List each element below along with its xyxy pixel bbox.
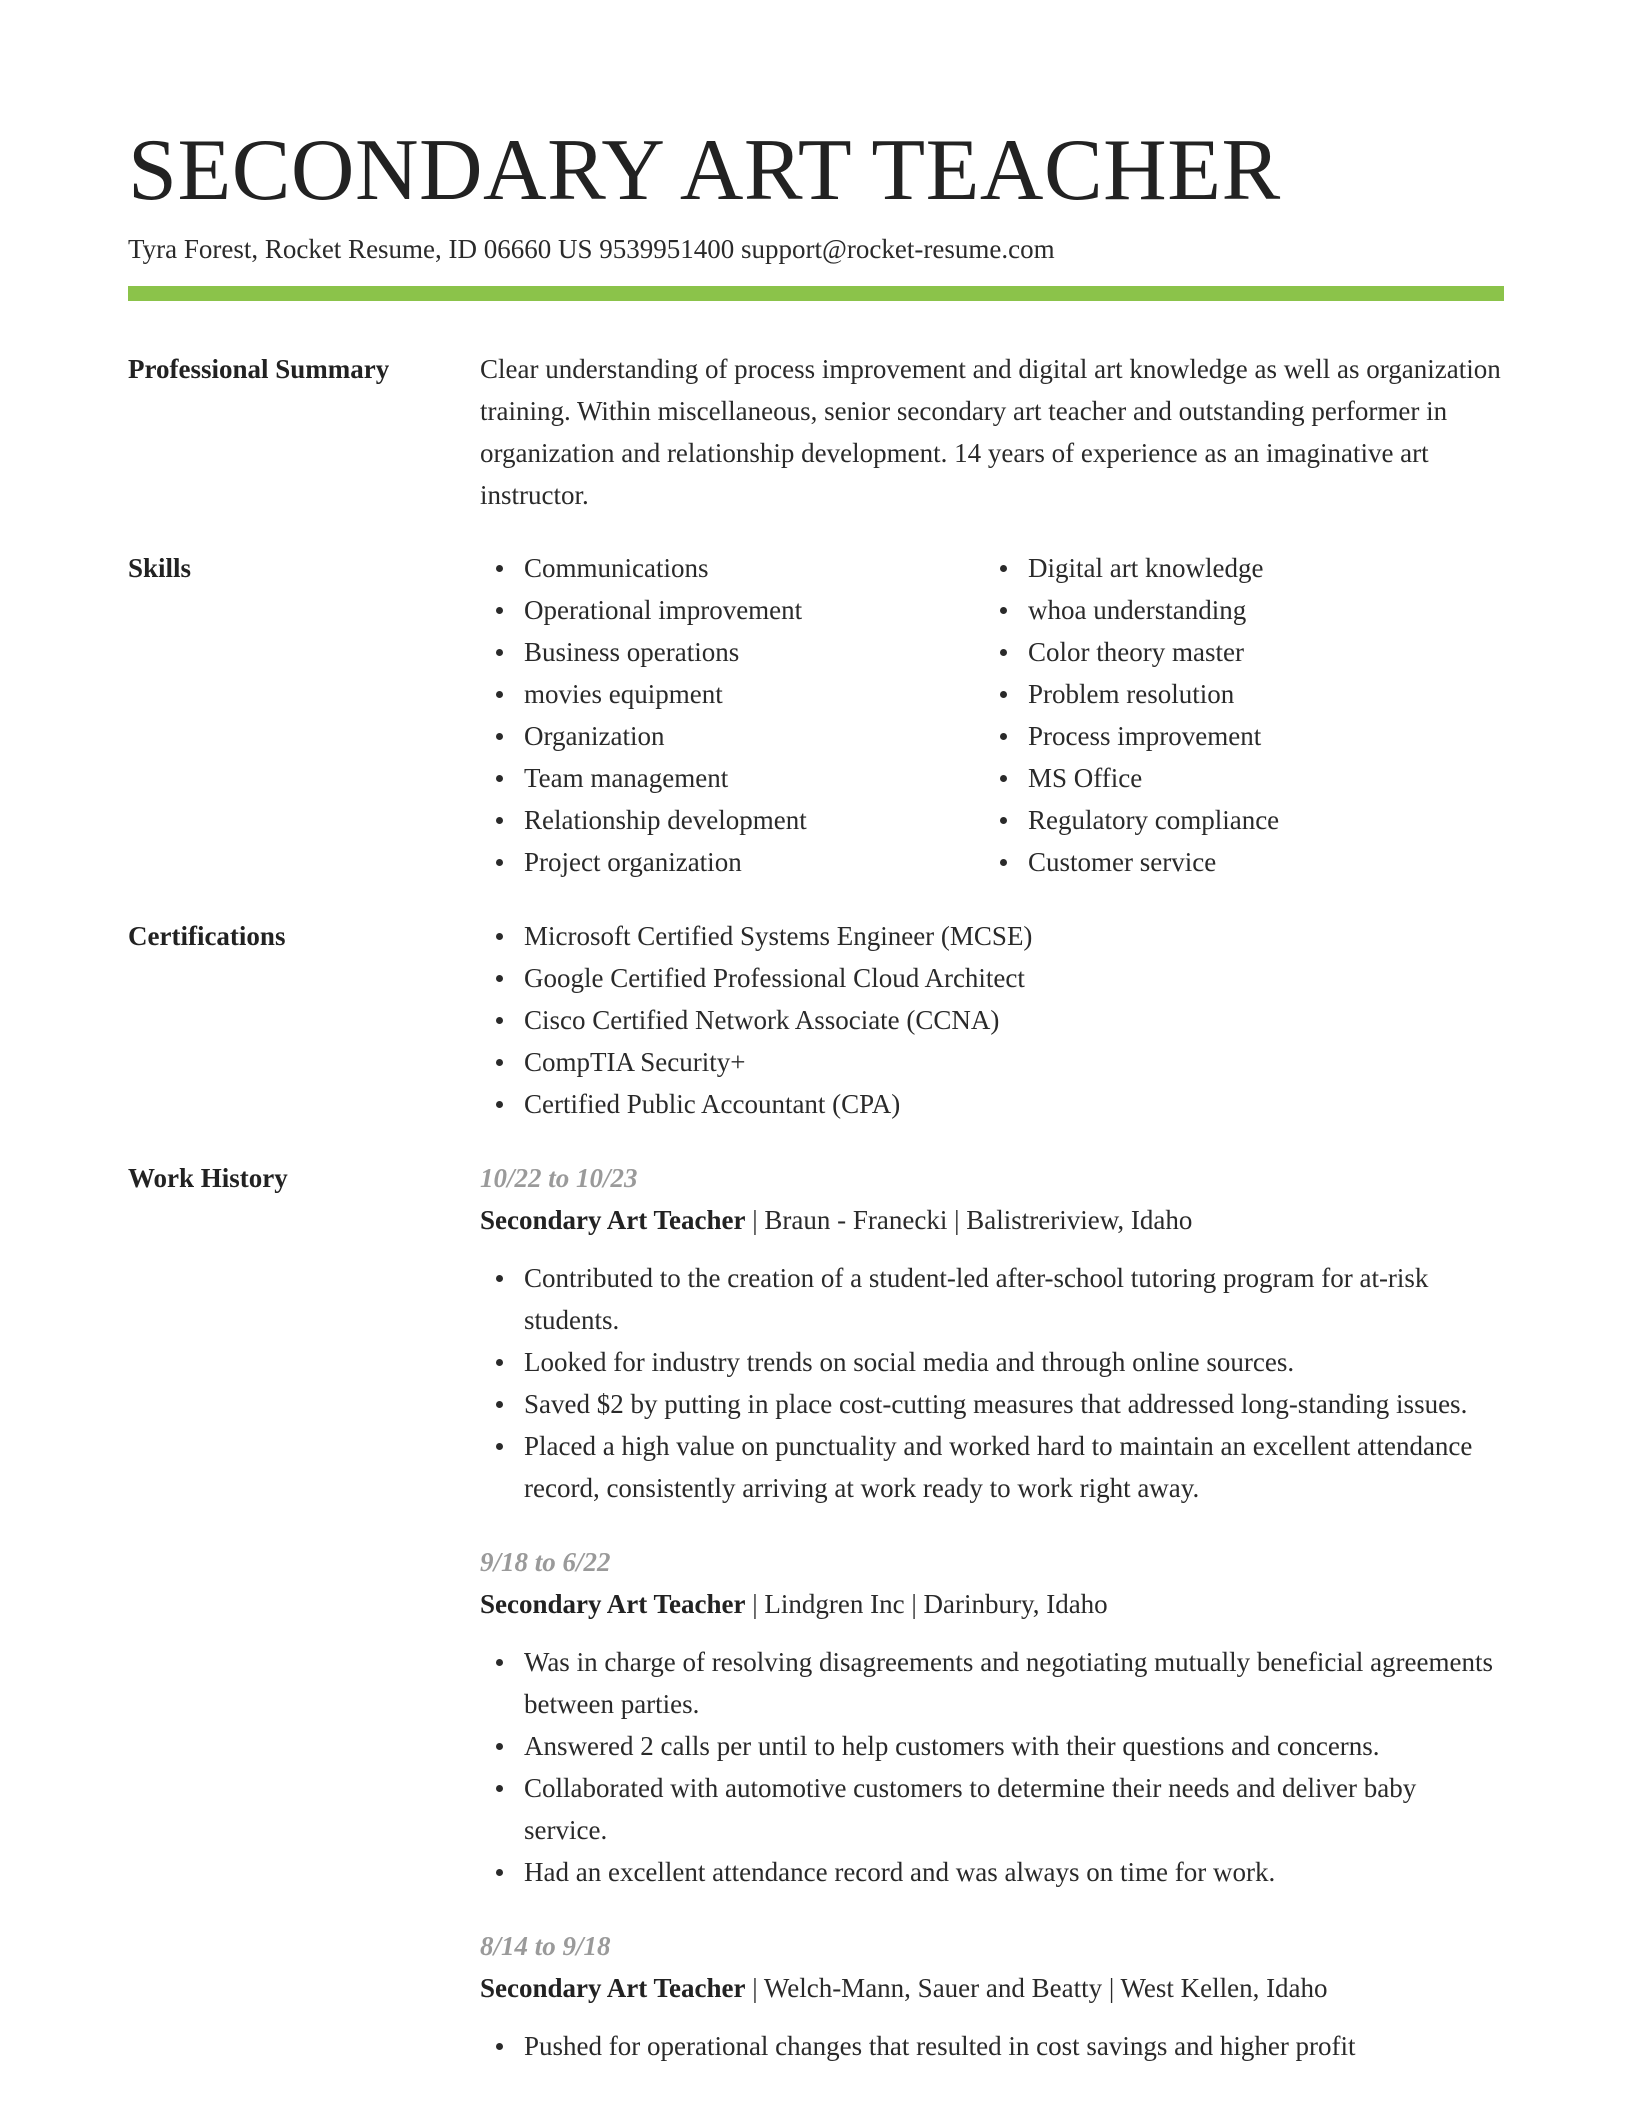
skill-item: Communications <box>480 547 984 589</box>
skill-item: Regulatory compliance <box>984 799 1488 841</box>
certification-item: Microsoft Certified Systems Engineer (MCSE) <box>480 915 1504 957</box>
skill-item: Color theory master <box>984 631 1488 673</box>
skill-item: Operational improvement <box>480 589 984 631</box>
job-title: Secondary Art Teacher <box>480 1589 746 1619</box>
skills-heading: Skills <box>128 553 192 583</box>
skill-item: MS Office <box>984 757 1488 799</box>
job-bullet: Pushed for operational changes that resulted in cost savings and higher profit <box>480 2025 1504 2067</box>
certifications-list <box>480 915 1504 1125</box>
skill-item: Digital art knowledge <box>984 547 1488 589</box>
certification-item: CompTIA Security+ <box>480 1041 1504 1083</box>
certification-item: Cisco Certified Network Associate (CCNA) <box>480 999 1504 1041</box>
skill-item: Project organization <box>480 841 984 883</box>
job-heading <box>480 1583 1504 1625</box>
skill-item: Process improvement <box>984 715 1488 757</box>
skills-body <box>480 547 1504 883</box>
resume-title: SECONDARY ART TEACHER <box>128 122 1281 219</box>
job-dates: 8/14 to 9/18 <box>480 1931 611 1961</box>
job-bullets <box>480 1257 1504 1509</box>
certifications-body <box>480 915 1504 1125</box>
skill-item: Business operations <box>480 631 984 673</box>
skill-item: whoa understanding <box>984 589 1488 631</box>
skill-item: Relationship development <box>480 799 984 841</box>
job-bullets <box>480 1641 1504 1893</box>
job-bullet: Answered 2 calls per until to help customers with their questions and concerns. <box>480 1725 1504 1767</box>
job-dates: 9/18 to 6/22 <box>480 1547 611 1577</box>
certification-item: Google Certified Professional Cloud Architect <box>480 957 1504 999</box>
accent-divider <box>128 286 1504 301</box>
summary-text: Clear understanding of process improvement and digital art knowledge as well as organization training. Within miscellaneous, senior secondary art teacher and outstanding performer in organization and relationship development. 14 years of experience as an imaginative art instructor. <box>480 354 1501 510</box>
skill-item: Organization <box>480 715 984 757</box>
work-history-heading: Work History <box>128 1163 288 1193</box>
job-details: | Braun - Franecki | Balistreriview, Idaho <box>745 1205 1193 1235</box>
job-bullets <box>480 2025 1504 2067</box>
summary-heading: Professional Summary <box>128 354 390 384</box>
job-title: Secondary Art Teacher <box>480 1205 746 1235</box>
skill-item: Customer service <box>984 841 1488 883</box>
certification-item: Certified Public Accountant (CPA) <box>480 1083 1504 1125</box>
job-heading <box>480 1967 1504 2009</box>
job-bullet: Was in charge of resolving disagreements and negotiating mutually beneficial agreements between parties. <box>480 1641 1504 1725</box>
job-bullet: Contributed to the creation of a student-led after-school tutoring program for at-risk students. <box>480 1257 1504 1341</box>
skill-item: movies equipment <box>480 673 984 715</box>
skill-item: Problem resolution <box>984 673 1488 715</box>
job-bullet: Placed a high value on punctuality and worked hard to maintain an excellent attendance record, consistently arriving at work ready to work right away. <box>480 1425 1504 1509</box>
summary-body <box>480 348 1504 516</box>
skills-column-2 <box>984 547 1488 883</box>
job-entry <box>480 1157 1504 1509</box>
skills-column-1 <box>480 547 984 883</box>
contact-line: Tyra Forest, Rocket Resume, ID 06660 US 9539951400 support@rocket-resume.com <box>128 234 1055 264</box>
certifications-heading: Certifications <box>128 921 286 951</box>
job-bullet: Saved $2 by putting in place cost-cutting measures that addressed long-standing issues. <box>480 1383 1504 1425</box>
work-history-body <box>480 1157 1504 2067</box>
job-title: Secondary Art Teacher <box>480 1973 746 2003</box>
job-details: | Welch-Mann, Sauer and Beatty | West Kellen, Idaho <box>745 1973 1328 2003</box>
job-bullet: Looked for industry trends on social media and through online sources. <box>480 1341 1504 1383</box>
job-bullet: Had an excellent attendance record and was always on time for work. <box>480 1851 1504 1893</box>
job-entry <box>480 1925 1504 2067</box>
skill-item: Team management <box>480 757 984 799</box>
job-heading <box>480 1199 1504 1241</box>
job-bullet: Collaborated with automotive customers to determine their needs and deliver baby service. <box>480 1767 1504 1851</box>
skills-grid <box>480 547 1504 883</box>
job-entry <box>480 1541 1504 1893</box>
job-dates: 10/22 to 10/23 <box>480 1163 638 1193</box>
job-details: | Lindgren Inc | Darinbury, Idaho <box>745 1589 1108 1619</box>
